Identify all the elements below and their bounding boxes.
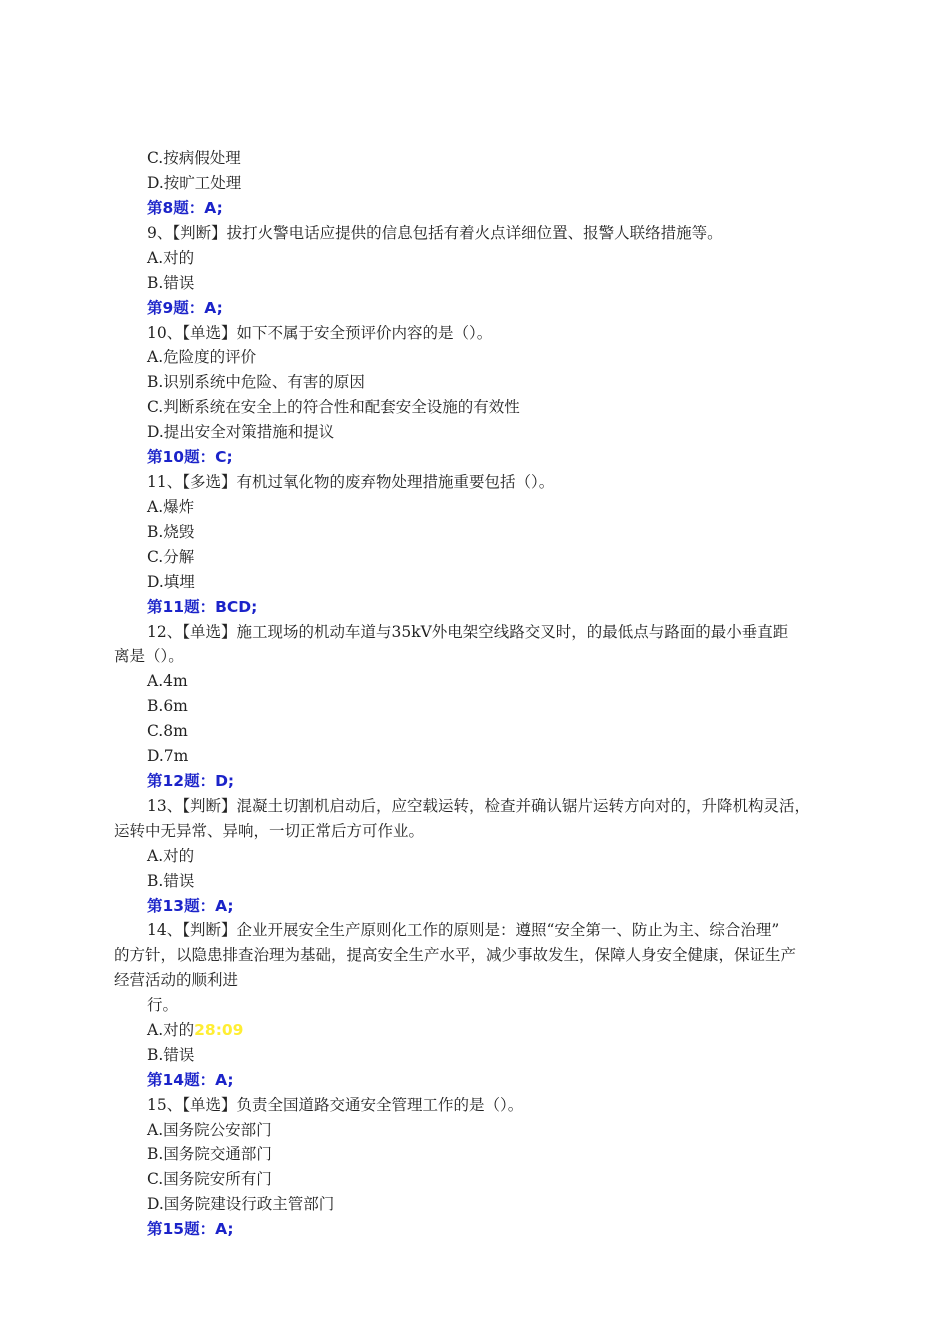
question-12-line2: 离是（）。 (114, 647, 184, 665)
answer-14: 第14题：A; (147, 1071, 234, 1089)
question-14-line1: 14、【判断】企业开展安全生产原则化工作的原则是：遵照“安全第一、防止为主、综合治理” (147, 921, 780, 939)
answer-13: 第13题：A; (147, 897, 234, 915)
question-13-line1: 13、【判断】混凝土切割机启动后，应空载运转，检查并确认锯片运转方向对的，升降机构灵活， (147, 797, 810, 815)
question-10: 10、【单选】如下不属于安全预评价内容的是（）。 (147, 324, 493, 342)
timer-overlay: 28:09 (194, 1021, 244, 1039)
answer-9: 第9题：A; (147, 299, 223, 317)
option-15c: C.国务院安所有门 (147, 1170, 272, 1188)
option-14a: A.对的 (147, 1021, 195, 1039)
question-13-line2: 运转中无异常、异响，一切正常后方可作业。 (114, 822, 425, 840)
answer-11: 第11题：BCD; (147, 598, 258, 616)
option-10c: C.判断系统在安全上的符合性和配套安全设施的有效性 (147, 398, 520, 416)
option-11c: C.分解 (147, 548, 195, 566)
option-10d: D.提出安全对策措施和提议 (147, 423, 335, 441)
question-14-line3: 经营活动的顺利进 (114, 971, 239, 989)
option-8d: D.按旷工处理 (147, 174, 242, 192)
option-15a: A.国务院公安部门 (147, 1121, 272, 1139)
question-14-line4: 行。 (147, 996, 179, 1014)
option-11a: A.爆炸 (147, 498, 195, 516)
option-15d: D.国务院建设行政主管部门 (147, 1195, 335, 1213)
question-14-line2: 的方针，以隐患排查治理为基础，提高安全生产水平，减少事故发生，保障人身安全健康，保证生产 (114, 946, 797, 964)
option-11d: D.填埋 (147, 573, 195, 591)
question-9: 9、【判断】拔打火警电话应提供的信息包括有着火点详细位置、报警人联络措施等。 (147, 224, 723, 242)
option-8c: C.按病假处理 (147, 149, 241, 167)
answer-12: 第12题：D; (147, 772, 235, 790)
question-11: 11、【多选】有机过氧化物的废弃物处理措施重要包括（）。 (147, 473, 555, 491)
option-14a-row (147, 1019, 243, 1041)
question-15: 15、【单选】负责全国道路交通安全管理工作的是（）。 (147, 1096, 524, 1114)
option-13a: A.对的 (147, 847, 195, 865)
option-11b: B.烧毁 (147, 523, 195, 541)
option-15b: B.国务院交通部门 (147, 1145, 272, 1163)
answer-10: 第10题：C; (147, 448, 233, 466)
option-13b: B.错误 (147, 872, 195, 890)
option-14b: B.错误 (147, 1046, 195, 1064)
option-12c: C.8m (147, 722, 188, 740)
option-12b: B.6m (147, 697, 188, 715)
option-9b: B.错误 (147, 274, 195, 292)
option-10b: B.识别系统中危险、有害的原因 (147, 373, 365, 391)
option-12d: D.7m (147, 747, 189, 765)
answer-8: 第8题：A; (147, 199, 223, 217)
answer-15: 第15题：A; (147, 1220, 234, 1238)
option-10a: A.危险度的评价 (147, 348, 257, 366)
option-12a: A.4m (147, 672, 188, 690)
option-9a: A.对的 (147, 249, 195, 267)
question-12-line1: 12、【单选】施工现场的机动车道与35kV外电架空线路交叉时，的最低点与路面的最小垂直距 (147, 623, 789, 641)
